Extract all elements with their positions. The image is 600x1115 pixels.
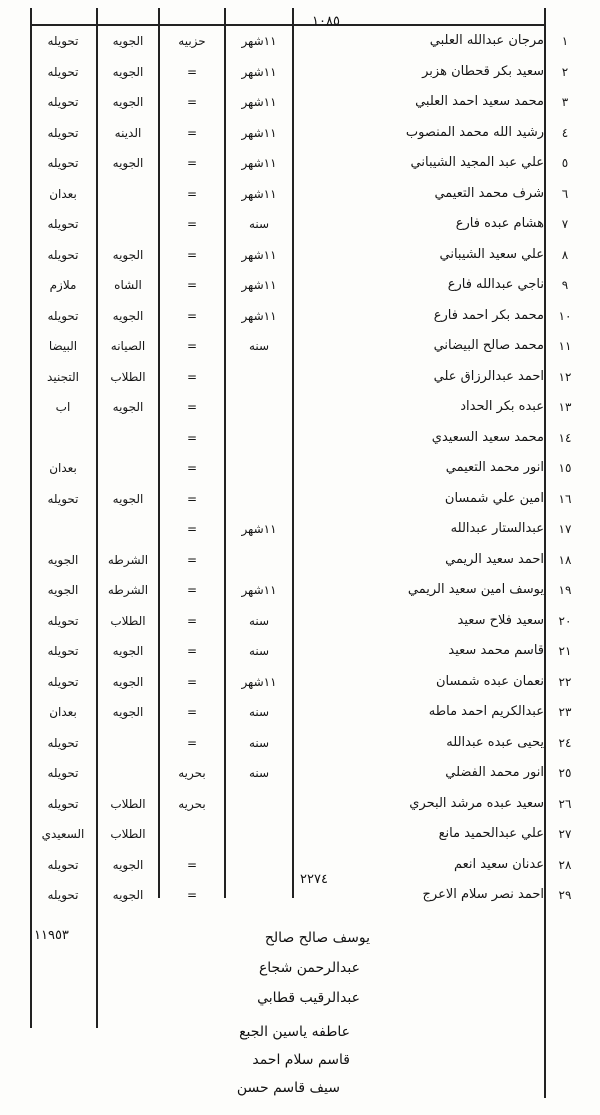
cell-c2: = xyxy=(186,735,198,750)
cell-c4: بعدان xyxy=(49,461,77,475)
table-row xyxy=(0,89,600,119)
cell-c3: الجويه xyxy=(112,400,144,414)
cell-name: مرجان عبدالله العلبي xyxy=(429,33,544,48)
cell-num: ١٤ xyxy=(558,430,572,445)
cell-c4: تحويله xyxy=(47,125,79,140)
cell-c2: = xyxy=(186,552,198,567)
tail-line: سيف قاسم حسن xyxy=(236,1080,340,1096)
cell-num: ٢٨ xyxy=(558,857,572,872)
cell-name: ناجي عبدالله فارع xyxy=(447,277,544,292)
cell-c1: ١١شهر xyxy=(241,156,277,170)
cell-name: يوسف امين سعيد الريمي xyxy=(407,582,544,597)
cell-c3: الطلاب xyxy=(110,827,146,841)
table-row xyxy=(0,486,600,516)
mid-number: ٢٢٧٤ xyxy=(300,872,328,887)
cell-c2: بحريه xyxy=(178,766,206,780)
cell-c1: ١١شهر xyxy=(241,64,277,79)
cell-num: ٥ xyxy=(561,156,569,170)
tail-line: عبدالرقيب قطابي xyxy=(257,990,360,1006)
cell-c3: الجويه xyxy=(112,34,144,48)
cell-c3: الشرطه xyxy=(107,583,149,597)
cell-name: علي سعيد الشيباني xyxy=(439,246,544,262)
cell-c4: تحويله xyxy=(47,156,79,170)
cell-c1: سنه xyxy=(248,217,270,231)
cell-c3: الجويه xyxy=(112,308,144,323)
cell-c2: = xyxy=(186,857,198,872)
table-row xyxy=(0,59,600,89)
table-row xyxy=(0,120,600,150)
cell-c1: سنه xyxy=(248,339,270,353)
cell-num: ٢٢ xyxy=(558,674,572,689)
cell-name: علي عبدالحميد مانع xyxy=(438,826,544,841)
table-row xyxy=(0,669,600,699)
cell-c4: تحويله xyxy=(47,491,79,506)
cell-name: احمد سعيد الريمي xyxy=(445,551,544,567)
cell-num: ٢٥ xyxy=(558,766,572,780)
cell-name: محمد بكر احمد فارع xyxy=(433,307,544,323)
cell-c2: = xyxy=(186,583,198,597)
cell-num: ٢٧ xyxy=(558,827,572,841)
cell-num: ٢٦ xyxy=(558,796,572,811)
cell-num: ١٣ xyxy=(558,400,572,414)
cell-c2: بحريه xyxy=(178,796,206,811)
cell-c2: = xyxy=(186,156,198,170)
cell-c4: تحويله xyxy=(47,735,79,750)
cell-name: سعيد فلاح سعيد xyxy=(457,612,544,628)
cell-c2: = xyxy=(186,125,198,140)
cell-c4: الجويه xyxy=(47,583,79,597)
cell-name: احمد عبدالرزاق علي xyxy=(433,368,544,384)
right-number: ١١٩٥٣ xyxy=(34,928,69,943)
table-row xyxy=(0,181,600,211)
cell-c4: تحويله xyxy=(47,796,79,811)
cell-c4: تحويله xyxy=(47,766,79,780)
table-row xyxy=(0,760,600,790)
table-row xyxy=(0,730,600,760)
cell-c3: الجويه xyxy=(112,674,144,689)
cell-c3: الجويه xyxy=(112,491,144,506)
cell-c2: = xyxy=(186,491,198,506)
cell-c2: = xyxy=(186,186,198,201)
cell-c2: = xyxy=(186,95,198,109)
cell-c4: التجنيد xyxy=(47,369,79,384)
cell-name: عدنان سعيد انعم xyxy=(453,856,544,872)
cell-name: عبدالكريم احمد ماطه xyxy=(428,704,544,719)
tail-line: عبدالرحمن شجاع xyxy=(258,960,360,976)
cell-c4: تحويله xyxy=(47,34,79,48)
cell-c1: ١١شهر xyxy=(241,278,277,292)
cell-num: ٢٤ xyxy=(558,735,572,750)
table-row xyxy=(0,211,600,241)
cell-c3: الطلاب xyxy=(110,613,146,628)
cell-c4: تحويله xyxy=(47,95,79,109)
cell-name: محمد سعيد السعيدي xyxy=(431,429,544,445)
table-row xyxy=(0,28,600,58)
cell-name: نعمان عبده شمسان xyxy=(435,673,544,689)
cell-c1: سنه xyxy=(248,766,270,780)
cell-name: عبده بكر الحداد xyxy=(460,399,544,414)
cell-num: ١٠ xyxy=(558,308,572,323)
cell-c1: ١١شهر xyxy=(241,34,277,48)
table-row xyxy=(0,242,600,272)
cell-c2: = xyxy=(186,64,198,79)
cell-num: ١٦ xyxy=(558,491,572,506)
table-row xyxy=(0,638,600,668)
table-row xyxy=(0,425,600,455)
cell-c3: الشرطه xyxy=(107,552,149,567)
cell-c4: تحويله xyxy=(47,217,79,231)
cell-c2: = xyxy=(186,369,198,384)
cell-c1: ١١شهر xyxy=(241,308,277,323)
cell-c2: = xyxy=(186,217,198,231)
cell-c2: = xyxy=(186,674,198,689)
cell-num: ٨ xyxy=(561,247,569,262)
cell-c1: سنه xyxy=(248,613,270,628)
cell-num: ٢٩ xyxy=(558,888,572,902)
cell-name: عبدالستار عبدالله xyxy=(450,521,544,536)
cell-c4: تحويله xyxy=(47,674,79,689)
table-row xyxy=(0,272,600,302)
cell-num: ٦ xyxy=(561,186,569,201)
cell-c2: = xyxy=(186,461,198,475)
cell-c1: ١١شهر xyxy=(241,125,277,140)
table-row xyxy=(0,394,600,424)
cell-name: سعيد بكر قحطان هزبر xyxy=(422,63,544,79)
cell-name: رشيد الله محمد المنصوب xyxy=(405,124,544,140)
tail-line: قاسم سلام احمد xyxy=(252,1052,350,1068)
cell-c1: ١١شهر xyxy=(241,247,277,262)
cell-c4: تحويله xyxy=(47,857,79,872)
cell-num: ٧ xyxy=(561,217,569,231)
cell-c2: = xyxy=(186,308,198,323)
cell-c2: = xyxy=(186,888,198,902)
tail-line: عاطفه ياسين الجبع xyxy=(239,1024,350,1040)
cell-num: ٢٣ xyxy=(558,705,572,719)
cell-num: ١٢ xyxy=(558,369,572,384)
cell-c2: حزبيه xyxy=(178,34,206,48)
cell-name: انور محمد الفضلي xyxy=(445,765,544,780)
cell-c3: الدينه xyxy=(114,125,142,140)
cell-c3: الجويه xyxy=(112,888,144,902)
cell-name: سعيد عبده مرشد البحري xyxy=(409,795,544,811)
top-number: ١٠٨٥ xyxy=(312,14,340,29)
table-row xyxy=(0,455,600,485)
cell-num: ٢٠ xyxy=(558,613,572,628)
cell-c3: الجويه xyxy=(112,857,144,872)
table-row xyxy=(0,608,600,638)
cell-num: ٤ xyxy=(561,125,569,140)
cell-c4: تحويله xyxy=(47,888,79,902)
cell-c1: ١١شهر xyxy=(241,583,277,597)
cell-c2: = xyxy=(186,247,198,262)
table-row xyxy=(0,577,600,607)
cell-c4: تحويله xyxy=(47,64,79,79)
cell-c3: الجويه xyxy=(112,156,144,170)
cell-c2: = xyxy=(186,613,198,628)
table-row xyxy=(0,791,600,821)
cell-c4: البيضا xyxy=(48,339,78,353)
cell-c1: ١١شهر xyxy=(241,95,277,109)
cell-c3: الجويه xyxy=(112,644,144,658)
cell-c3: الطلاب xyxy=(110,369,146,384)
cell-c2: = xyxy=(186,522,198,536)
cell-num: ١٨ xyxy=(558,552,572,567)
cell-c1: سنه xyxy=(248,644,270,658)
cell-c4: بعدان xyxy=(49,186,77,201)
cell-num: ١ xyxy=(561,34,569,48)
cell-c1: ١١شهر xyxy=(241,674,277,689)
table-row xyxy=(0,516,600,546)
cell-name: انور محمد التعيمي xyxy=(445,460,544,475)
cell-c4: السعيدي xyxy=(41,827,85,841)
table-row xyxy=(0,547,600,577)
cell-c1: ١١شهر xyxy=(241,186,277,201)
table-row xyxy=(0,364,600,394)
cell-c1: سنه xyxy=(248,705,270,719)
cell-c4: ملازم xyxy=(49,278,77,292)
cell-name: امين علي شمسان xyxy=(444,490,544,506)
cell-name: هشام عبده فارع xyxy=(455,216,544,231)
cell-num: ١٧ xyxy=(558,522,572,536)
cell-num: ١٥ xyxy=(558,461,572,475)
cell-c2: = xyxy=(186,705,198,719)
cell-name: محمد صالح البيضاني xyxy=(433,338,544,353)
cell-c2: = xyxy=(186,400,198,414)
cell-c2: = xyxy=(186,430,198,445)
cell-num: ١٩ xyxy=(558,583,572,597)
cell-c3: الجويه xyxy=(112,247,144,262)
table-row xyxy=(0,333,600,363)
cell-name: محمد سعيد احمد العلبي xyxy=(415,94,544,109)
cell-name: احمد نصر سلام الاعرج xyxy=(422,887,544,902)
cell-c4: اب xyxy=(55,400,71,414)
cell-c4: تحويله xyxy=(47,247,79,262)
table-row xyxy=(0,303,600,333)
cell-c4: تحويله xyxy=(47,308,79,323)
cell-num: ٢١ xyxy=(558,644,572,658)
header-rule xyxy=(30,24,546,26)
cell-c2: = xyxy=(186,644,198,658)
cell-name: قاسم محمد سعيد xyxy=(448,643,544,658)
cell-name: شرف محمد التعيمي xyxy=(434,185,544,201)
cell-c1: سنه xyxy=(248,735,270,750)
cell-c3: الصيانه xyxy=(110,339,146,353)
cell-num: ٣ xyxy=(561,95,569,109)
cell-c4: تحويله xyxy=(47,644,79,658)
cell-c2: = xyxy=(186,278,198,292)
cell-c3: الشاه xyxy=(114,278,142,292)
cell-c4: تحويله xyxy=(47,613,79,628)
table-row xyxy=(0,699,600,729)
cell-num: ٢ xyxy=(561,64,569,79)
cell-c3: الجويه xyxy=(112,64,144,79)
cell-name: يحيى عبده عبدالله xyxy=(446,734,544,750)
cell-name: علي عبد المجيد الشيباني xyxy=(410,155,544,170)
cell-c3: الطلاب xyxy=(110,796,146,811)
cell-c1: ١١شهر xyxy=(241,522,277,536)
tail-line: يوسف صالح صالح xyxy=(264,930,370,946)
cell-num: ١١ xyxy=(558,339,572,353)
table-row xyxy=(0,150,600,180)
cell-c3: الجويه xyxy=(112,95,144,109)
cell-c4: الجويه xyxy=(47,552,79,567)
cell-c3: الجويه xyxy=(112,705,144,719)
cell-c4: بعدان xyxy=(49,705,77,719)
table-row xyxy=(0,821,600,851)
cell-c2: = xyxy=(186,339,198,353)
cell-num: ٩ xyxy=(561,278,569,292)
